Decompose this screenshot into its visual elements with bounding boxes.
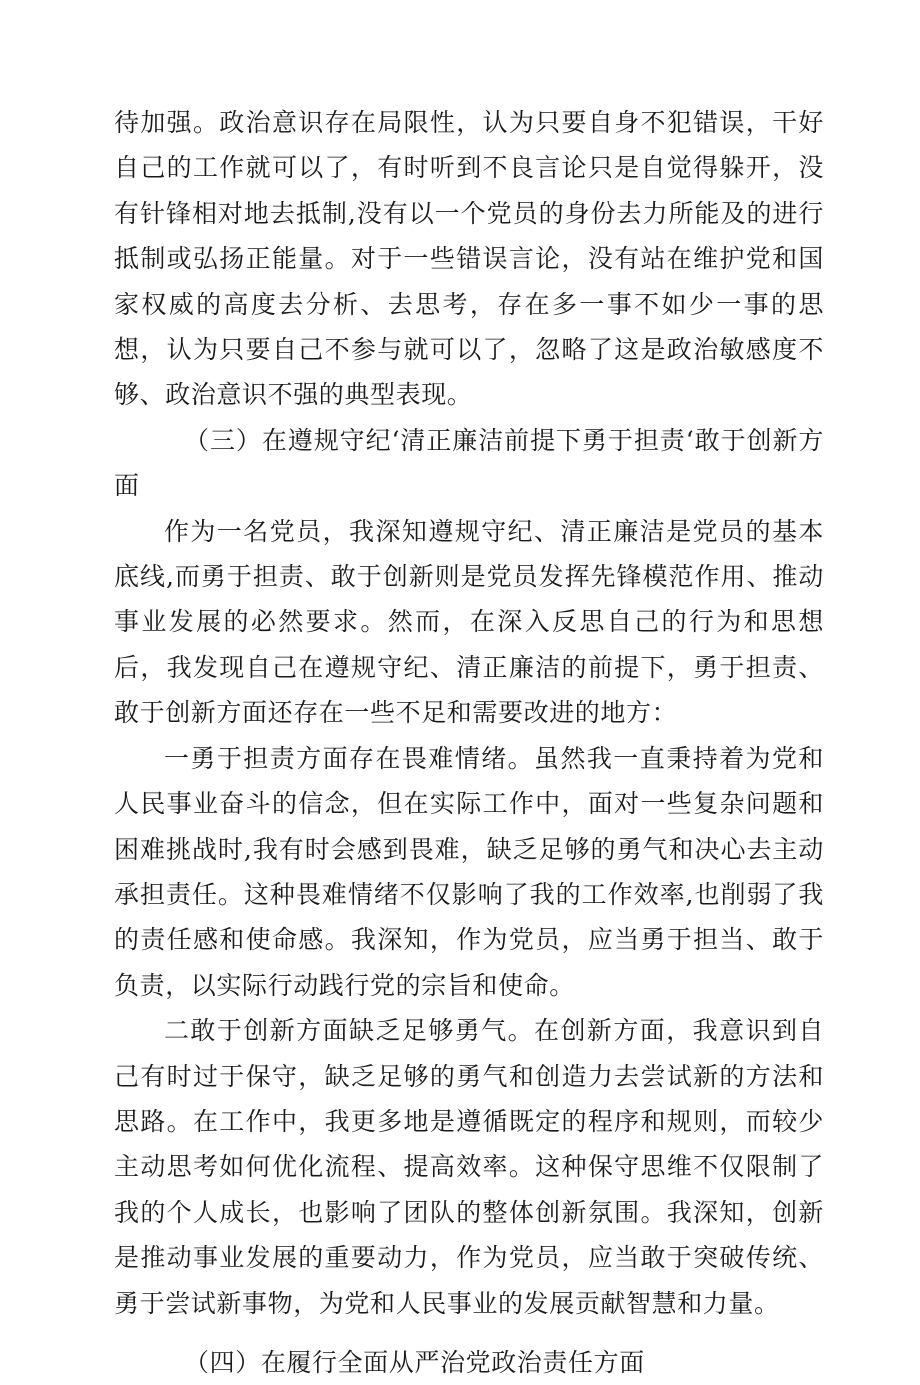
section-heading-four: （四）在履行全面从严治党政治责任方面	[184, 1347, 645, 1377]
paragraph-continued: 待加强。政治意识存在局限性，认为只要自身不犯错误，干好自己的工作就可以了，有时听到不良言论只是自觉得躲开，没有针锋相对地去抵制,没有以一个党员的身份去力所能及的进行抵制或弘扬正能量。对于一些错误言论，没有站在维护党和国家权威的高度去分析、去思考，存在多一事不如少一事的思想，认为只要自己不参与就可以了，忽略了这是政治敏感度不够、政治意识不强的典型表现。	[114, 108, 824, 410]
paragraph-point-one: 一勇于担责方面存在畏难情绪。虽然我一直秉持着为党和人民事业奋斗的信念，但在实际工作中，面对一些复杂问题和困难挑战时,我有时会感到畏难，缺乏足够的勇气和决心去主动承担责任。这种畏难情绪不仅影响了我的工作效率,也削弱了我的责任感和使命感。我深知，作为党员，应当勇于担当、敢于负责，以实际行动践行党的宗旨和使命。	[114, 743, 824, 1000]
paragraph-point-two: 二敢于创新方面缺乏足够勇气。在创新方面，我意识到自己有时过于保守，缺乏足够的勇气和创造力去尝试新的方法和思路。在工作中，我更多地是遵循既定的程序和规则，而较少主动思考如何优化流程、提高效率。这种保守思维不仅限制了我的个人成长，也影响了团队的整体创新氛围。我深知，创新是推动事业发展的重要动力，作为党员，应当敢于突破传统、勇于尝试新事物，为党和人民事业的发展贡献智慧和力量。	[114, 1016, 824, 1318]
paragraph-intro: 作为一名党员，我深知遵规守纪、清正廉洁是党员的基本底线,而勇于担责、敢于创新则是党员发挥先锋模范作用、推动事业发展的必然要求。然而，在深入反思自己的行为和思想后，我发现自己在遵规守纪、清正廉洁的前提下，勇于担责、敢于创新方面还存在一些不足和需要改进的地方：	[114, 516, 824, 728]
section-heading-three: （三）在遵规守纪‘清正廉洁前提下勇于担责‘敢于创新方面	[114, 425, 824, 501]
document-body	[114, 100, 824, 1385]
